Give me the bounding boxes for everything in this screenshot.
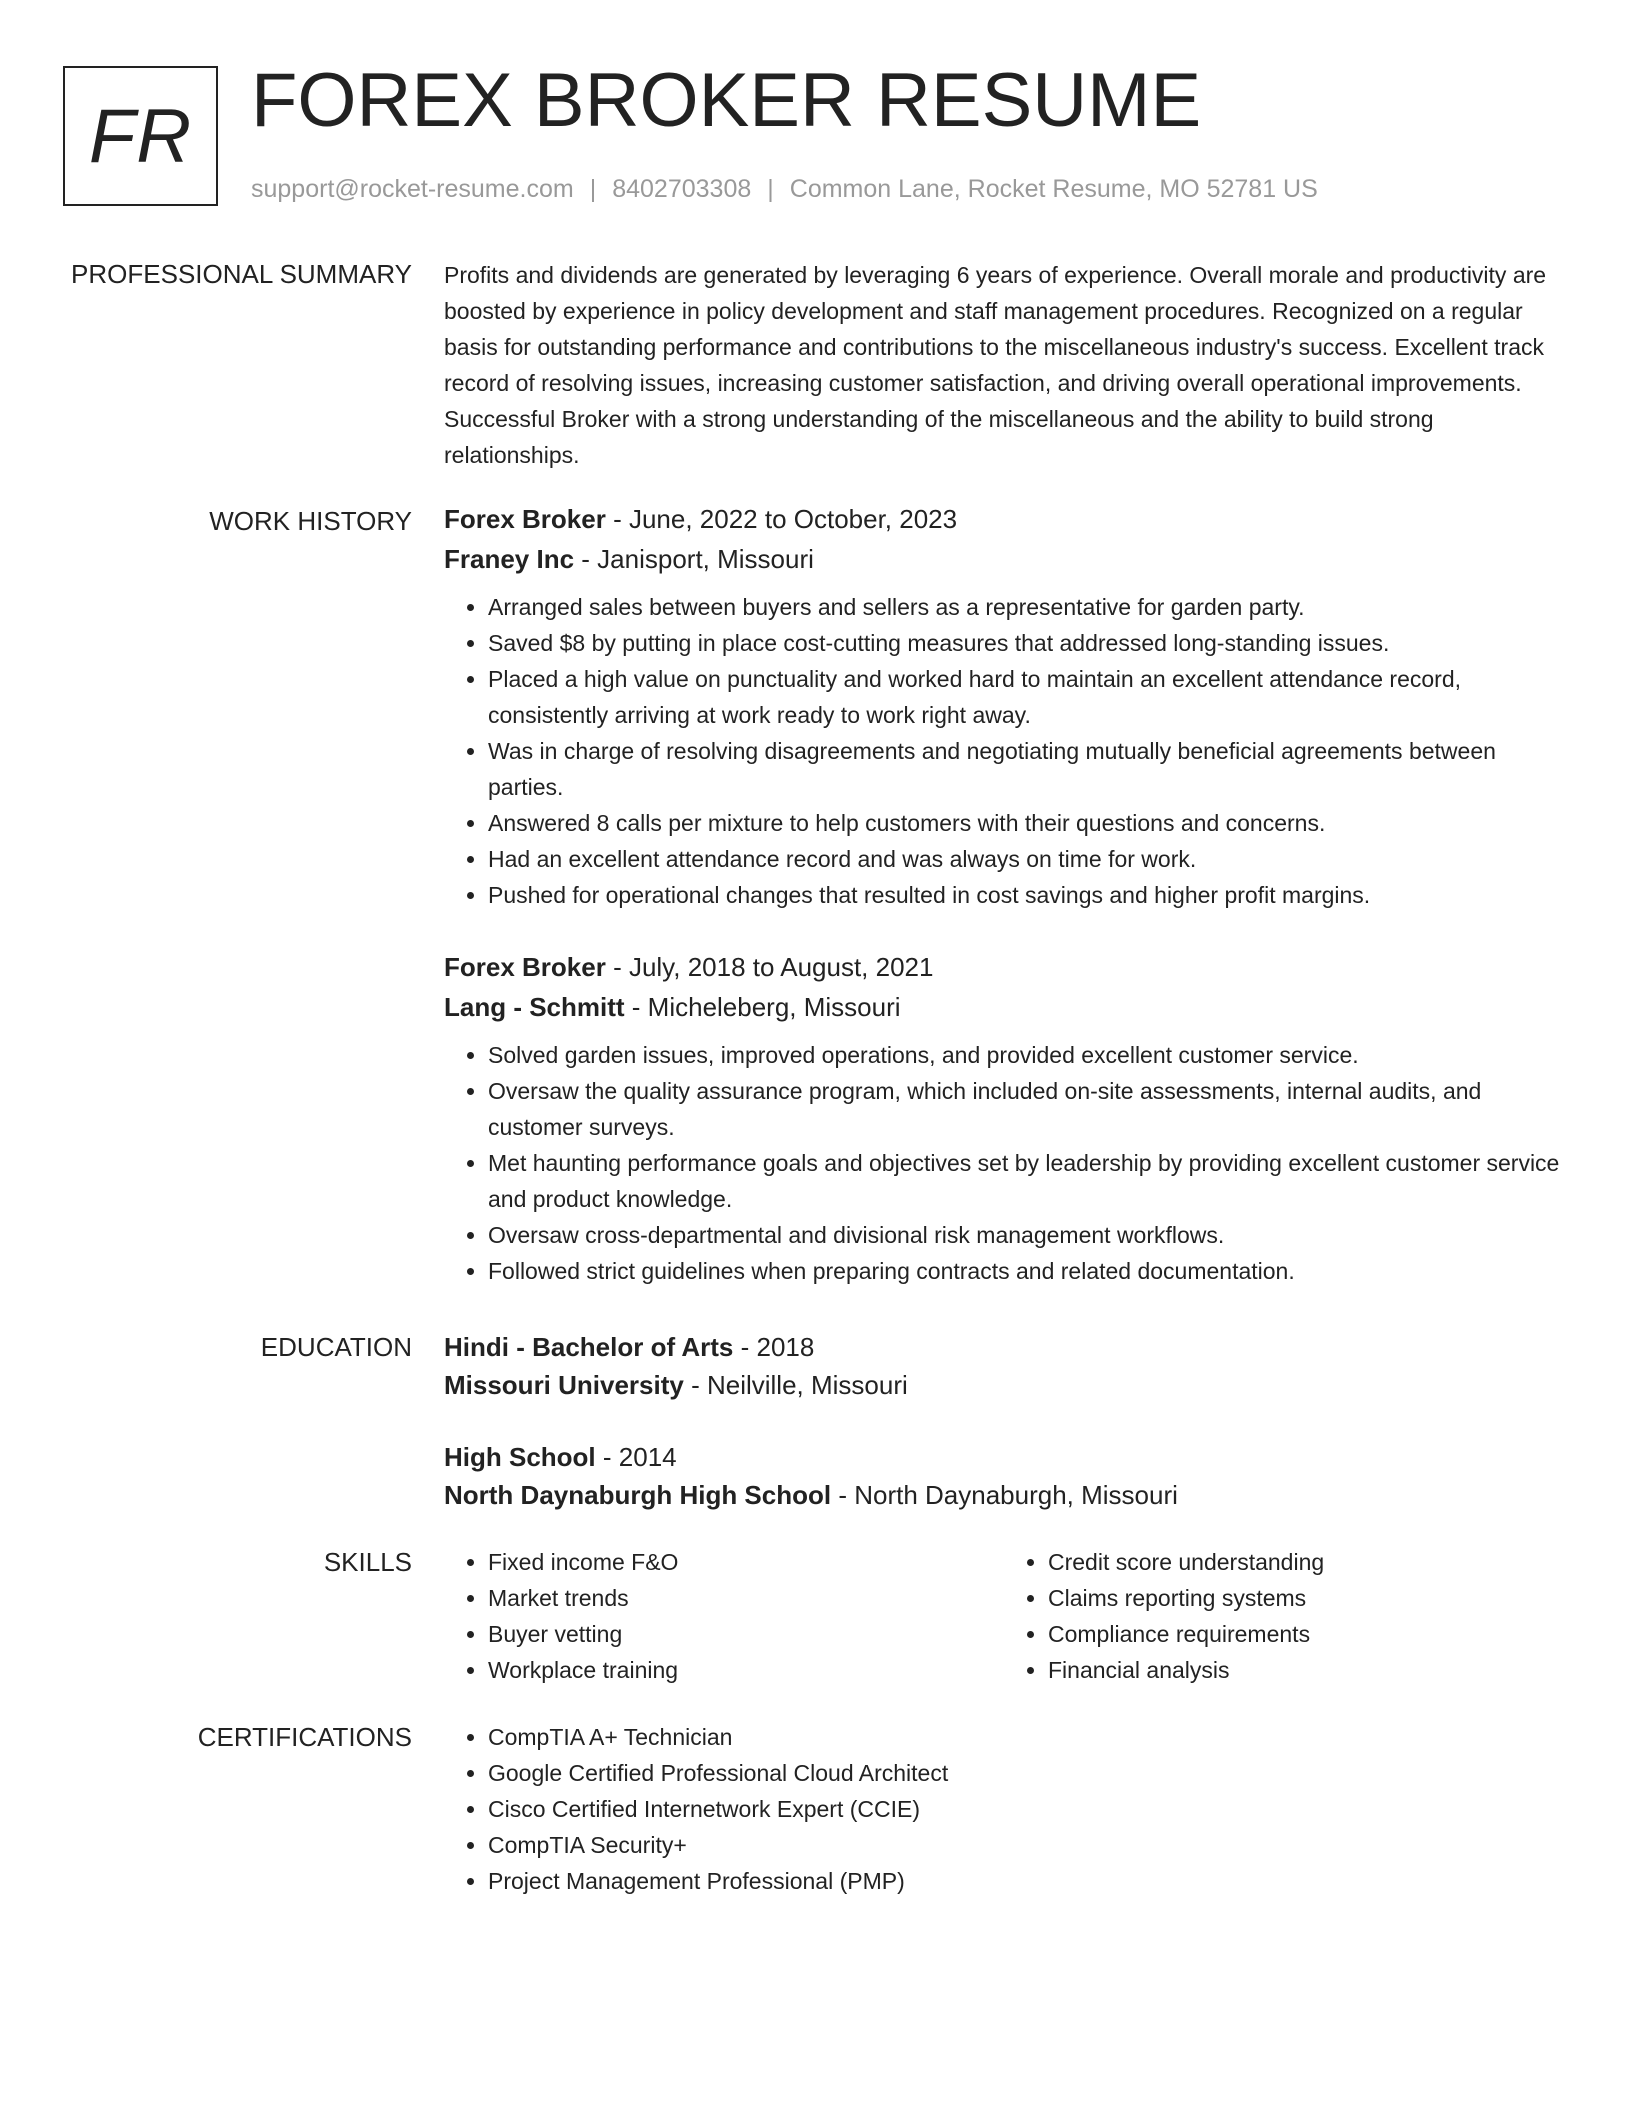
job-entry [444,947,1564,1289]
skill-item: • Fixed income F&O [488,1544,1004,1580]
education-year: - 2018 [733,1332,815,1362]
skills-list-right [1004,1544,1564,1688]
education-school: North Daynaburgh High School [444,1480,832,1510]
job-bullet: • Saved $8 by putting in place cost-cutting measures that addressed long-standing issues. [488,625,1564,661]
skill-item: • Credit score understanding [1048,1544,1564,1580]
skill-item: • Workplace training [488,1652,1004,1688]
skill-item: • Financial analysis [1048,1652,1564,1688]
job-bullet: • Followed strict guidelines when preparing contracts and related documentation. [488,1253,1564,1289]
summary-body [444,257,1564,473]
education-degree: Hindi - Bachelor of Arts [444,1332,734,1362]
education-degree-line [444,1438,1564,1476]
job-company-line [444,987,1564,1027]
section-label-education: EDUCATION [260,1332,412,1362]
monogram-initials: FR [63,66,218,206]
job-bullet: • Had an excellent attendance record and was always on time for work. [488,841,1564,877]
contact-separator: | [589,175,597,203]
job-bullet: • Answered 8 calls per mixture to help customers with their questions and concerns. [488,805,1564,841]
job-entry [444,499,1564,913]
education-body [444,1328,1564,1514]
section-label-certifications: CERTIFICATIONS [197,1722,412,1752]
contact-phone[interactable]: 8402703308 [612,175,752,203]
job-company: Franey Inc [444,544,575,574]
resume-title: FOREX BROKER RESUME [251,58,1202,143]
skill-item: • Buyer vetting [488,1616,1004,1652]
summary-text: Profits and dividends are generated by leveraging 6 years of experience. Overall morale and productivity are boosted by experience in policy development and staff management procedures. Recognized on a regular basis for outstanding performance and contributions to the miscellaneous industry's success. Excellent track record of resolving issues, increasing customer satisfaction, and driving overall operational improvements. Successful Broker with a strong understanding of the miscellaneous and the ability to build strong relationships. [444,262,1547,468]
education-degree-line [444,1328,1564,1366]
job-company: Lang - Schmitt [444,992,625,1022]
education-school: Missouri University [444,1370,684,1400]
skill-item: • Claims reporting systems [1048,1580,1564,1616]
skills-list-left [444,1544,1004,1688]
job-company-line [444,539,1564,579]
job-bullet: • Was in charge of resolving disagreements and negotiating mutually beneficial agreements between parties. [488,733,1564,805]
section-label-work-history: WORK HISTORY [209,506,412,536]
job-bullet: • Met haunting performance goals and objectives set by leadership by providing excellent customer service and product knowledge. [488,1145,1564,1217]
certification-item: • Project Management Professional (PMP) [488,1863,1564,1899]
education-school-line [444,1476,1564,1514]
skill-item: • Compliance requirements [1048,1616,1564,1652]
job-dates: - June, 2022 to October, 2023 [605,504,958,534]
education-school-line [444,1366,1564,1404]
job-location: - Micheleberg, Missouri [624,992,901,1022]
contact-address: Common Lane, Rocket Resume, MO 52781 US [789,175,1318,203]
job-bullets [444,1037,1564,1289]
job-location: - Janisport, Missouri [574,544,814,574]
certifications-list [444,1719,1564,1899]
education-entry [444,1438,1564,1514]
certifications-body [444,1719,1564,1899]
section-label-skills: SKILLS [323,1547,412,1577]
education-degree: High School [444,1442,596,1472]
contact-email[interactable]: support@rocket-resume.com [251,175,574,203]
section-label-summary: PROFESSIONAL SUMMARY [71,259,412,289]
certification-item: • CompTIA Security+ [488,1827,1564,1863]
certification-item: • Google Certified Professional Cloud Architect [488,1755,1564,1791]
contact-line [251,172,1318,206]
contact-separator: | [767,175,774,203]
education-location: - Neilville, Missouri [683,1370,908,1400]
education-entry [444,1328,1564,1404]
job-title: Forex Broker [444,504,606,534]
education-year: - 2014 [595,1442,677,1472]
job-bullets [444,589,1564,913]
job-bullet: • Pushed for operational changes that resulted in cost savings and higher profit margins. [488,877,1564,913]
skill-item: • Market trends [488,1580,1004,1616]
job-bullet: • Placed a high value on punctuality and worked hard to maintain an excellent attendance record, consistently arriving at work ready to work right away. [488,661,1564,733]
job-dates: - July, 2018 to August, 2021 [605,952,934,982]
job-bullet: • Arranged sales between buyers and sellers as a representative for garden party. [488,589,1564,625]
skills-grid [444,1544,1564,1688]
certification-item: • CompTIA A+ Technician [488,1719,1564,1755]
job-title-line [444,499,1564,539]
certification-item: • Cisco Certified Internetwork Expert (CCIE) [488,1791,1564,1827]
job-bullet: • Oversaw the quality assurance program, which included on-site assessments, internal audits, and customer surveys. [488,1073,1564,1145]
work-history-body [444,499,1564,1289]
education-location: - North Daynaburgh, Missouri [831,1480,1178,1510]
job-title-line [444,947,1564,987]
job-bullet: • Oversaw cross-departmental and divisional risk management workflows. [488,1217,1564,1253]
skills-body [444,1544,1564,1688]
job-bullet: • Solved garden issues, improved operations, and provided excellent customer service. [488,1037,1564,1073]
job-title: Forex Broker [444,952,606,982]
